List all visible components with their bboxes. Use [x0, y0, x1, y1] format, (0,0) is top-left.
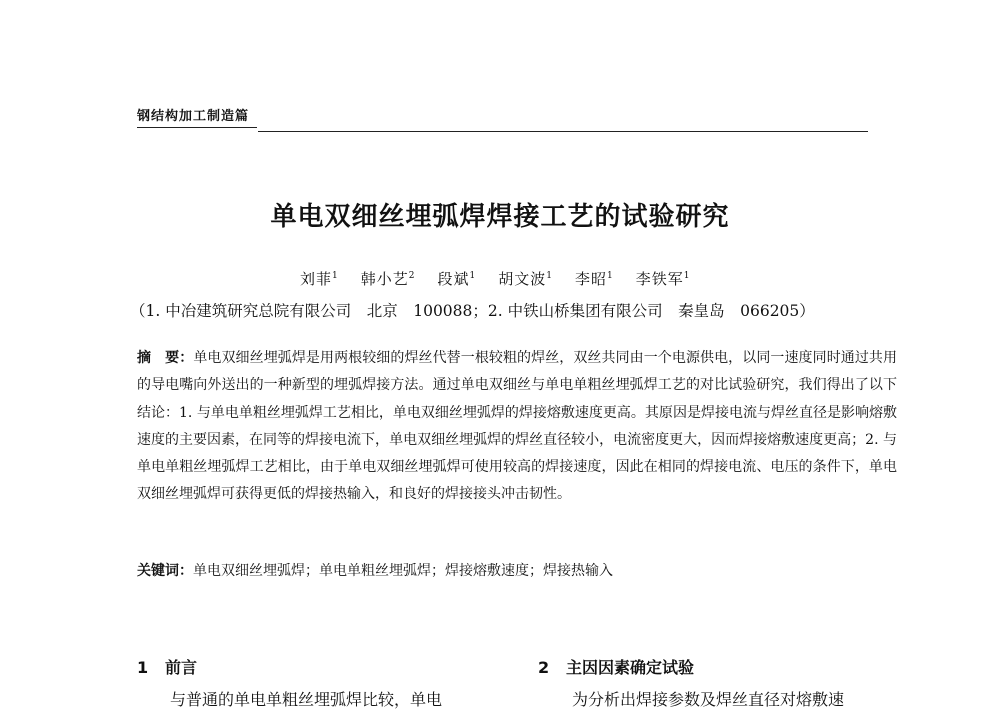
keywords-text: 单电双细丝埋弧焊；单电单粗丝埋弧焊；焊接熔敷速度；焊接热输入 [193, 563, 613, 579]
abstract-label: 摘 要： [137, 350, 194, 366]
section-title: 主因因素确定试验 [566, 658, 695, 677]
paper-title: 单电双细丝埋弧焊焊接工艺的试验研究 [270, 202, 730, 232]
affiliation: （1. 中冶建筑研究总院有限公司 北京 100088；2. 中铁山桥集团有限公司 秦皇岛 066205） [130, 302, 815, 320]
author: 李铁军$^1$ [635, 270, 691, 288]
section-number: 1 [137, 658, 149, 677]
section-heading-test [538, 655, 694, 678]
section-number: 2 [538, 658, 550, 677]
section-paragraph: 为分析出焊接参数及焊丝直径对熔敷速 [572, 690, 845, 709]
author: 韩小艺$^2$ [360, 270, 416, 288]
keywords-label: 关键词： [137, 563, 193, 579]
keywords [137, 560, 897, 580]
header-rule-long [258, 131, 868, 132]
section-title: 前言 [165, 658, 198, 677]
author: 李昭$^1$ [575, 270, 614, 288]
header-rule-short [137, 127, 257, 128]
abstract [137, 345, 897, 509]
author: 段斌$^1$ [437, 270, 477, 288]
author: 胡文波$^1$ [498, 270, 553, 288]
abstract-text: 单电双细丝埋弧焊是用两根较细的焊丝代替一根较粗的焊丝，双丝共同由一个电源供电，以同一速度同时通过共用的导电嘴向外送出的一种新型的埋弧焊接方法。通过单电双细丝与单电单粗丝埋弧焊工艺的对比试验研究，我们得出了以下结论：1. 与单电单粗丝埋弧焊工艺相比，单电双细丝埋弧焊的焊接熔敷速度更高。其原因是焊接电流与焊丝直径是影响熔敷速度的主要因素，在同等的焊接电流下，单电双细丝埋弧焊的焊丝直径较小，电流密度更大，因而焊接熔敷速度更高；2. 与单电单粗丝埋弧焊工艺相比，由于单电双细丝埋弧焊可使用较高的焊接速度，因此在相同的焊接电流、电压的条件下，单电双细丝埋弧焊可获得更低的焊接热输入，和良好的焊接接头冲击韧性。 [137, 350, 898, 503]
journal-section-label: 钢结构加工制造篇 [137, 109, 250, 124]
author: 刘菲$^1$ [300, 270, 339, 288]
author-list [300, 268, 760, 289]
section-paragraph: 与普通的单电单粗丝埋弧焊比较，单电 [170, 690, 443, 709]
section-heading-intro [137, 655, 197, 678]
